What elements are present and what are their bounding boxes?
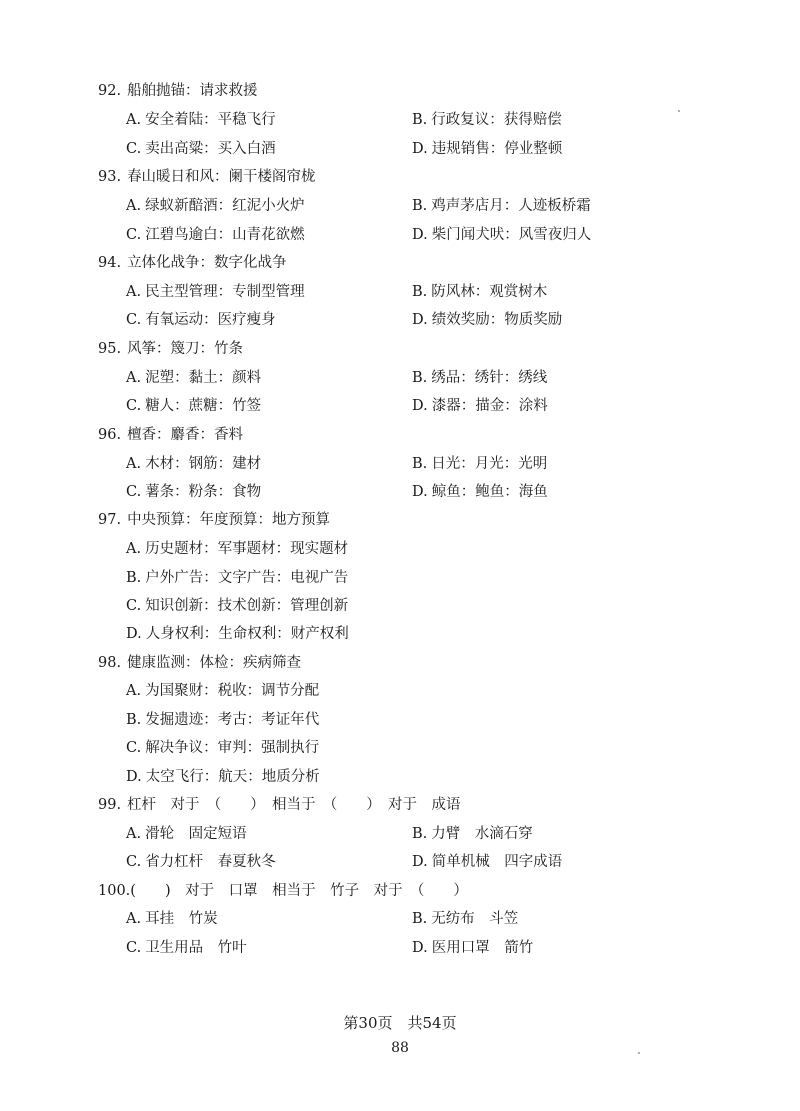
option-d[interactable]: D. 柴门闻犬吠：风雪夜归人 bbox=[412, 227, 592, 243]
option-c[interactable]: C. 省力杠杆 春夏秋冬 bbox=[126, 854, 276, 870]
question-stem bbox=[98, 421, 243, 449]
question-stem bbox=[98, 163, 316, 191]
option-c[interactable]: C. 解决争议：审判：强制执行 bbox=[126, 740, 320, 756]
page-info: 第30页 共54页 bbox=[343, 1014, 457, 1032]
question-text: 船舶抛锚：请求救援 bbox=[127, 83, 258, 99]
option-a[interactable]: A. 耳挂 竹炭 bbox=[126, 911, 218, 927]
question-number: 95. bbox=[98, 341, 122, 357]
option-d[interactable]: D. 鲸鱼：鲍鱼：海鱼 bbox=[412, 484, 548, 500]
option-c[interactable]: C. 糖人：蔗糖：竹签 bbox=[126, 398, 262, 414]
option-d[interactable]: D. 违规销售：停业整顿 bbox=[412, 141, 563, 157]
option-c[interactable]: C. 知识创新：技术创新：管理创新 bbox=[126, 598, 349, 614]
option-a[interactable]: A. 历史题材：军事题材：现实题材 bbox=[126, 541, 349, 557]
option-c[interactable]: C. 有氧运动：医疗瘦身 bbox=[126, 312, 276, 328]
option-b[interactable]: B. 绣品：绣针：绣线 bbox=[412, 370, 548, 386]
option-b[interactable]: B. 无纺布 斗笠 bbox=[412, 911, 519, 927]
question-text: ( ) 对于 口罩 相当于 竹子 对于 （ ） bbox=[130, 883, 468, 899]
question-stem bbox=[98, 77, 258, 105]
question-text: 春山暖日和风：阑干楼阁帘栊 bbox=[127, 169, 316, 185]
option-b[interactable]: B. 鸡声茅店月：人迹板桥霜 bbox=[412, 198, 591, 214]
question-text: 健康监测：体检：疾病筛查 bbox=[127, 655, 302, 671]
question-text: 中央预算：年度预算：地方预算 bbox=[127, 512, 331, 528]
question-text: 杠杆 对于 （ ） 相当于 （ ） 对于 成语 bbox=[127, 797, 461, 813]
question-number: 97. bbox=[98, 512, 122, 528]
option-c[interactable]: C. 江碧鸟逾白：山青花欲燃 bbox=[126, 227, 305, 243]
question-stem bbox=[98, 877, 468, 905]
question-stem bbox=[98, 649, 301, 677]
page-number: 88 bbox=[391, 1040, 409, 1056]
question-number: 94. bbox=[98, 255, 122, 271]
question-number: 96. bbox=[98, 427, 122, 443]
option-a[interactable]: A. 滑轮 固定短语 bbox=[126, 826, 247, 842]
question-stem bbox=[98, 791, 461, 819]
option-d[interactable]: D. 简单机械 四字成语 bbox=[412, 854, 563, 870]
question-number: 100. bbox=[98, 883, 131, 899]
question-stem bbox=[98, 506, 330, 534]
question-stem bbox=[98, 335, 243, 363]
option-d[interactable]: D. 漆器：描金：涂料 bbox=[412, 398, 548, 414]
option-a[interactable]: A. 木材：钢筋：建材 bbox=[126, 456, 262, 472]
option-a[interactable]: A. 绿蚁新醅酒：红泥小火炉 bbox=[126, 198, 305, 214]
option-d[interactable]: D. 绩效奖励：物质奖励 bbox=[412, 312, 563, 328]
option-b[interactable]: B. 户外广告：文字广告：电视广告 bbox=[126, 570, 349, 586]
question-number: 98. bbox=[98, 655, 122, 671]
option-a[interactable]: A. 为国聚财：税收：调节分配 bbox=[126, 683, 320, 699]
option-b[interactable]: B. 力臂 水滴石穿 bbox=[412, 826, 533, 842]
question-text: 风筝：篾刀：竹条 bbox=[127, 341, 244, 357]
option-b[interactable]: B. 行政复议：获得赔偿 bbox=[412, 112, 562, 128]
question-text: 檀香：麝香：香料 bbox=[127, 427, 244, 443]
option-c[interactable]: C. 薯条：粉条：食物 bbox=[126, 484, 262, 500]
option-a[interactable]: A. 泥塑：黏土：颜料 bbox=[126, 370, 262, 386]
option-b[interactable]: B. 发掘遗迹：考古：考证年代 bbox=[126, 712, 320, 728]
scan-speck bbox=[638, 1052, 640, 1054]
option-c[interactable]: C. 卖出高粱：买入白酒 bbox=[126, 141, 276, 157]
option-b[interactable]: B. 日光：月光：光明 bbox=[412, 456, 548, 472]
option-a[interactable]: A. 安全着陆：平稳飞行 bbox=[126, 112, 276, 128]
question-stem bbox=[98, 249, 287, 277]
question-number: 92. bbox=[98, 83, 122, 99]
option-b[interactable]: B. 防风林：观赏树木 bbox=[412, 284, 548, 300]
question-text: 立体化战争：数字化战争 bbox=[127, 255, 287, 271]
question-number: 93. bbox=[98, 169, 122, 185]
scan-speck bbox=[678, 110, 680, 112]
option-d[interactable]: D. 人身权利：生命权利：财产权利 bbox=[126, 626, 349, 642]
option-a[interactable]: A. 民主型管理：专制型管理 bbox=[126, 284, 305, 300]
option-c[interactable]: C. 卫生用品 竹叶 bbox=[126, 940, 247, 956]
option-d[interactable]: D. 医用口罩 箭竹 bbox=[412, 940, 534, 956]
option-d[interactable]: D. 太空飞行：航天：地质分析 bbox=[126, 769, 320, 785]
question-number: 99. bbox=[98, 797, 122, 813]
